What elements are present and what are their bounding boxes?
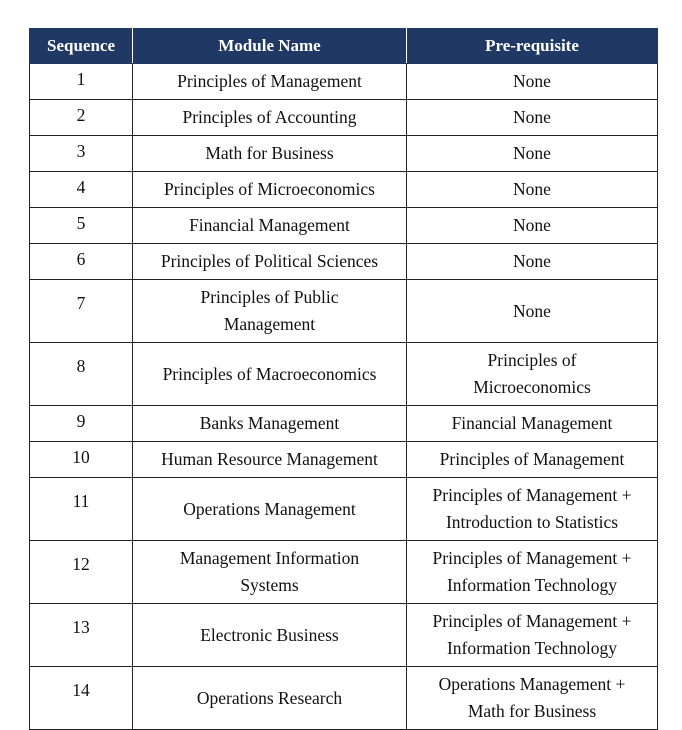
module-name-cell: Electronic Business [133,604,407,667]
sequence-cell: 9 [30,406,133,442]
table-row [30,64,658,100]
table-row [30,442,658,478]
module-name-cell: Management Information Systems [133,541,407,604]
prerequisite-cell: None [407,244,658,280]
module-name-cell: Principles of Management [133,64,407,100]
header-sequence: Sequence [30,29,133,64]
prerequisite-cell: None [407,280,658,343]
prerequisite-cell: Principles of Management [407,442,658,478]
module-name-cell: Human Resource Management [133,442,407,478]
module-sequence-table [29,28,658,730]
table-row [30,667,658,730]
sequence-cell: 13 [30,604,133,667]
table-header-row [30,29,658,64]
prerequisite-cell: Principles of Management + Information Technology [407,541,658,604]
prerequisite-cell: Principles of Microeconomics [407,343,658,406]
prerequisite-cell: Principles of Management + Information Technology [407,604,658,667]
prerequisite-cell: None [407,100,658,136]
sequence-cell: 6 [30,244,133,280]
table-row [30,244,658,280]
table-row [30,604,658,667]
table-row [30,343,658,406]
sequence-cell: 11 [30,478,133,541]
table-row [30,136,658,172]
module-name-cell: Principles of Macroeconomics [133,343,407,406]
sequence-cell: 1 [30,64,133,100]
module-name-cell: Operations Research [133,667,407,730]
sequence-cell: 3 [30,136,133,172]
prerequisite-cell: Financial Management [407,406,658,442]
table-row [30,208,658,244]
table-row [30,478,658,541]
prerequisite-cell: None [407,136,658,172]
sequence-cell: 4 [30,172,133,208]
table-row [30,172,658,208]
module-name-cell: Financial Management [133,208,407,244]
sequence-cell: 12 [30,541,133,604]
prerequisite-cell: None [407,208,658,244]
prerequisite-cell: None [407,172,658,208]
module-name-cell: Principles of Public Management [133,280,407,343]
sequence-cell: 7 [30,280,133,343]
sequence-cell: 14 [30,667,133,730]
header-module-name: Module Name [133,29,407,64]
table-row [30,541,658,604]
header-prerequisite: Pre-requisite [407,29,658,64]
module-name-cell: Math for Business [133,136,407,172]
module-name-cell: Principles of Accounting [133,100,407,136]
table-row [30,280,658,343]
module-name-cell: Principles of Political Sciences [133,244,407,280]
sequence-cell: 10 [30,442,133,478]
table-row [30,100,658,136]
table-row [30,406,658,442]
sequence-cell: 2 [30,100,133,136]
prerequisite-cell: Principles of Management + Introduction to Statistics [407,478,658,541]
sequence-cell: 5 [30,208,133,244]
module-name-cell: Operations Management [133,478,407,541]
sequence-cell: 8 [30,343,133,406]
module-name-cell: Banks Management [133,406,407,442]
module-name-cell: Principles of Microeconomics [133,172,407,208]
prerequisite-cell: None [407,64,658,100]
prerequisite-cell: Operations Management + Math for Business [407,667,658,730]
